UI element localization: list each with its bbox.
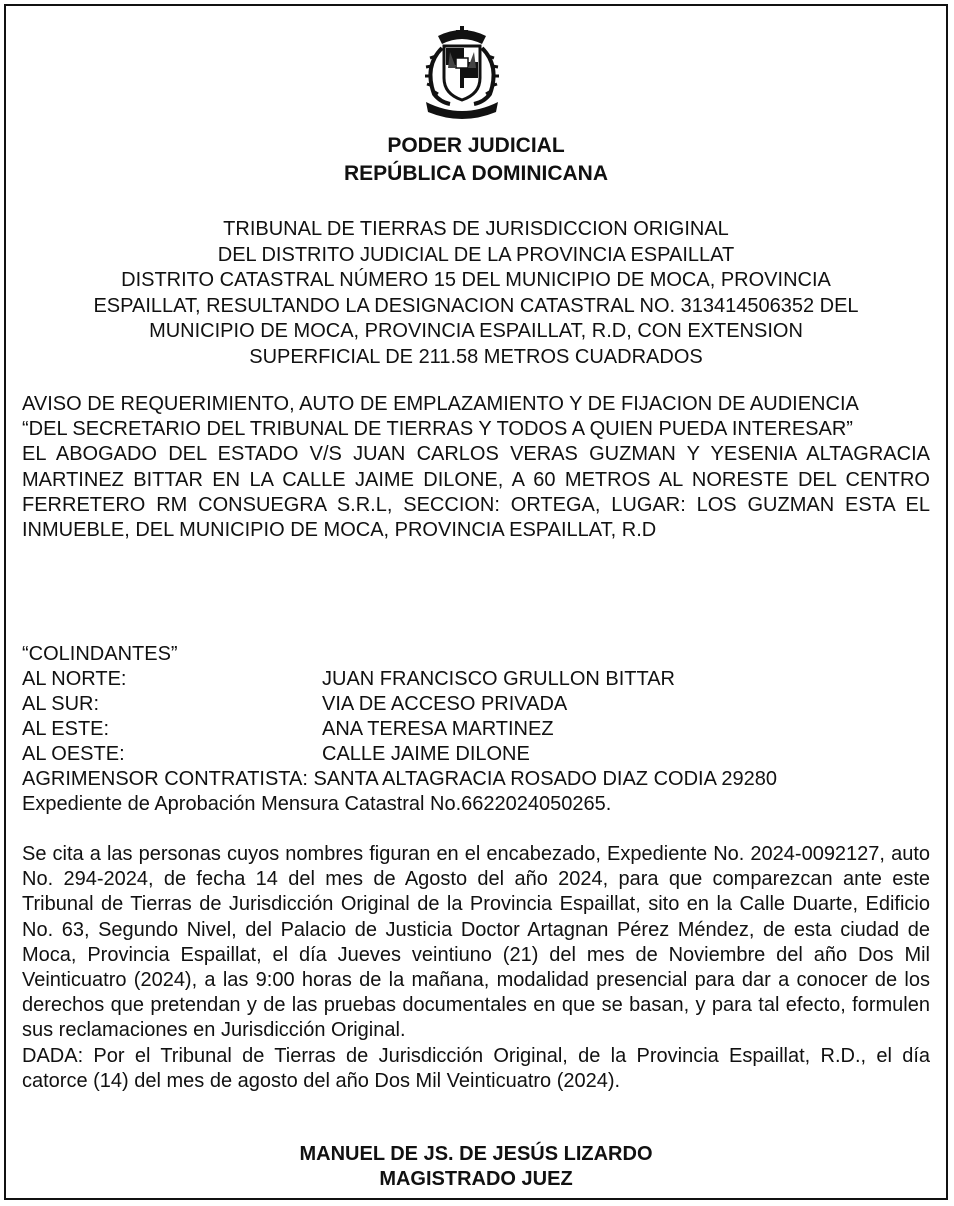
signature-name: MANUEL DE JS. DE JESÚS LIZARDO bbox=[299, 1143, 653, 1165]
aviso-addressee: “DEL SECRETARIO DEL TRIBUNAL DE TIERRAS Y TODOS A QUIEN PUEDA INTERESAR” bbox=[22, 418, 853, 441]
coat-of-arms-icon bbox=[416, 22, 508, 122]
colindante-row bbox=[22, 742, 930, 767]
tribunal-line: SUPERFICIAL DE 211.58 METROS CUADRADOS bbox=[249, 345, 703, 368]
colindantes-title: “COLINDANTES” bbox=[22, 643, 178, 665]
tribunal-block bbox=[18, 217, 934, 371]
header-poder-judicial: PODER JUDICIAL bbox=[387, 134, 565, 157]
header-republica-dominicana: REPÚBLICA DOMINICANA bbox=[343, 162, 609, 185]
signature-role: MAGISTRADO JUEZ bbox=[379, 1168, 573, 1190]
citation-body: Se cita a las personas cuyos nombres figuran en el encabezado, Expediente No. 2024-0092127, auto No. 294-2024, de fecha 14 del mes de Agosto del año 2024, para que comparezcan ante este Tribunal de Tierras de Jurisdicción Original de la Provincia Espaillat, sito en la Calle Duarte, Edificio No. 63, Segundo Nivel, del Palacio de Justicia Doctor Artagnan Pérez Méndez, de esta ciudad de Moca, Provincia Espaillat, el día Jueves veintiuno (21) del mes de Noviembre del año Dos Mil Veinticuatro (2024), a las 9:00 horas de la mañana, modalidad presencial para dar a conocer de los derechos que pretendan y de las pruebas documentales en que se basan, y para tal efecto, formulen sus reclamaciones en Jurisdicción Original. bbox=[22, 843, 930, 1042]
colindante-value: ANA TERESA MARTINEZ bbox=[322, 718, 554, 740]
aviso-block bbox=[22, 392, 930, 543]
tribunal-line: MUNICIPIO DE MOCA, PROVINCIA ESPAILLAT, R.D, CON EXTENSION bbox=[149, 320, 803, 343]
aviso-body: EL ABOGADO DEL ESTADO V/S JUAN CARLOS VERAS GUZMAN Y YESENIA ALTAGRACIA MARTINEZ BITTAR EN LA CALLE JAIME DILONE, A 60 METROS AL NORESTE DEL CENTRO FERRETERO RM CONSUEGRA S.R.L, SECCION: ORTEGA, LUGAR: LOS GUZMAN ESTA EL INMUEBLE, DEL MUNICIPIO DE MOCA, PROVINCIA ESPAILLAT, R.D bbox=[22, 443, 930, 542]
tribunal-line: TRIBUNAL DE TIERRAS DE JURISDICCION ORIGINAL bbox=[223, 218, 729, 240]
tribunal-line: ESPAILLAT, RESULTANDO LA DESIGNACION CATASTRAL NO. 313414506352 DEL bbox=[93, 294, 859, 317]
colindante-row bbox=[22, 717, 930, 742]
citation-block bbox=[22, 842, 930, 1094]
tribunal-line: DISTRITO CATASTRAL NÚMERO 15 DEL MUNICIPIO DE MOCA, PROVINCIA bbox=[121, 269, 831, 292]
colindante-value: JUAN FRANCISCO GRULLON BITTAR bbox=[322, 668, 675, 690]
colindante-row bbox=[22, 667, 930, 692]
agrimensor-line: AGRIMENSOR CONTRATISTA: SANTA ALTAGRACIA ROSADO DIAZ CODIA 29280 bbox=[22, 768, 777, 790]
tribunal-line: DEL DISTRITO JUDICIAL DE LA PROVINCIA ESPAILLAT bbox=[217, 243, 735, 266]
dada-line: DADA: Por el Tribunal de Tierras de Jurisdicción Original, de la Provincia Espaillat, R.D., el día catorce (14) del mes de agosto del año Dos Mil Veinticuatro (2024). bbox=[22, 1044, 930, 1092]
colindante-value: CALLE JAIME DILONE bbox=[322, 743, 530, 765]
colindante-row bbox=[22, 692, 930, 717]
notice-page bbox=[4, 4, 948, 1200]
aviso-title: AVISO DE REQUERIMIENTO, AUTO DE EMPLAZAMIENTO Y DE FIJACION DE AUDIENCIA bbox=[22, 393, 859, 415]
colindante-label: AL NORTE: bbox=[22, 668, 127, 690]
colindante-value: VIA DE ACCESO PRIVADA bbox=[322, 693, 568, 715]
colindante-label: AL OESTE: bbox=[22, 743, 125, 765]
colindante-label: AL SUR: bbox=[22, 693, 100, 715]
expediente-line: Expediente de Aprobación Mensura Catastral No.6622024050265. bbox=[22, 793, 612, 815]
colindante-label: AL ESTE: bbox=[22, 718, 110, 740]
colindantes-block bbox=[22, 642, 930, 817]
